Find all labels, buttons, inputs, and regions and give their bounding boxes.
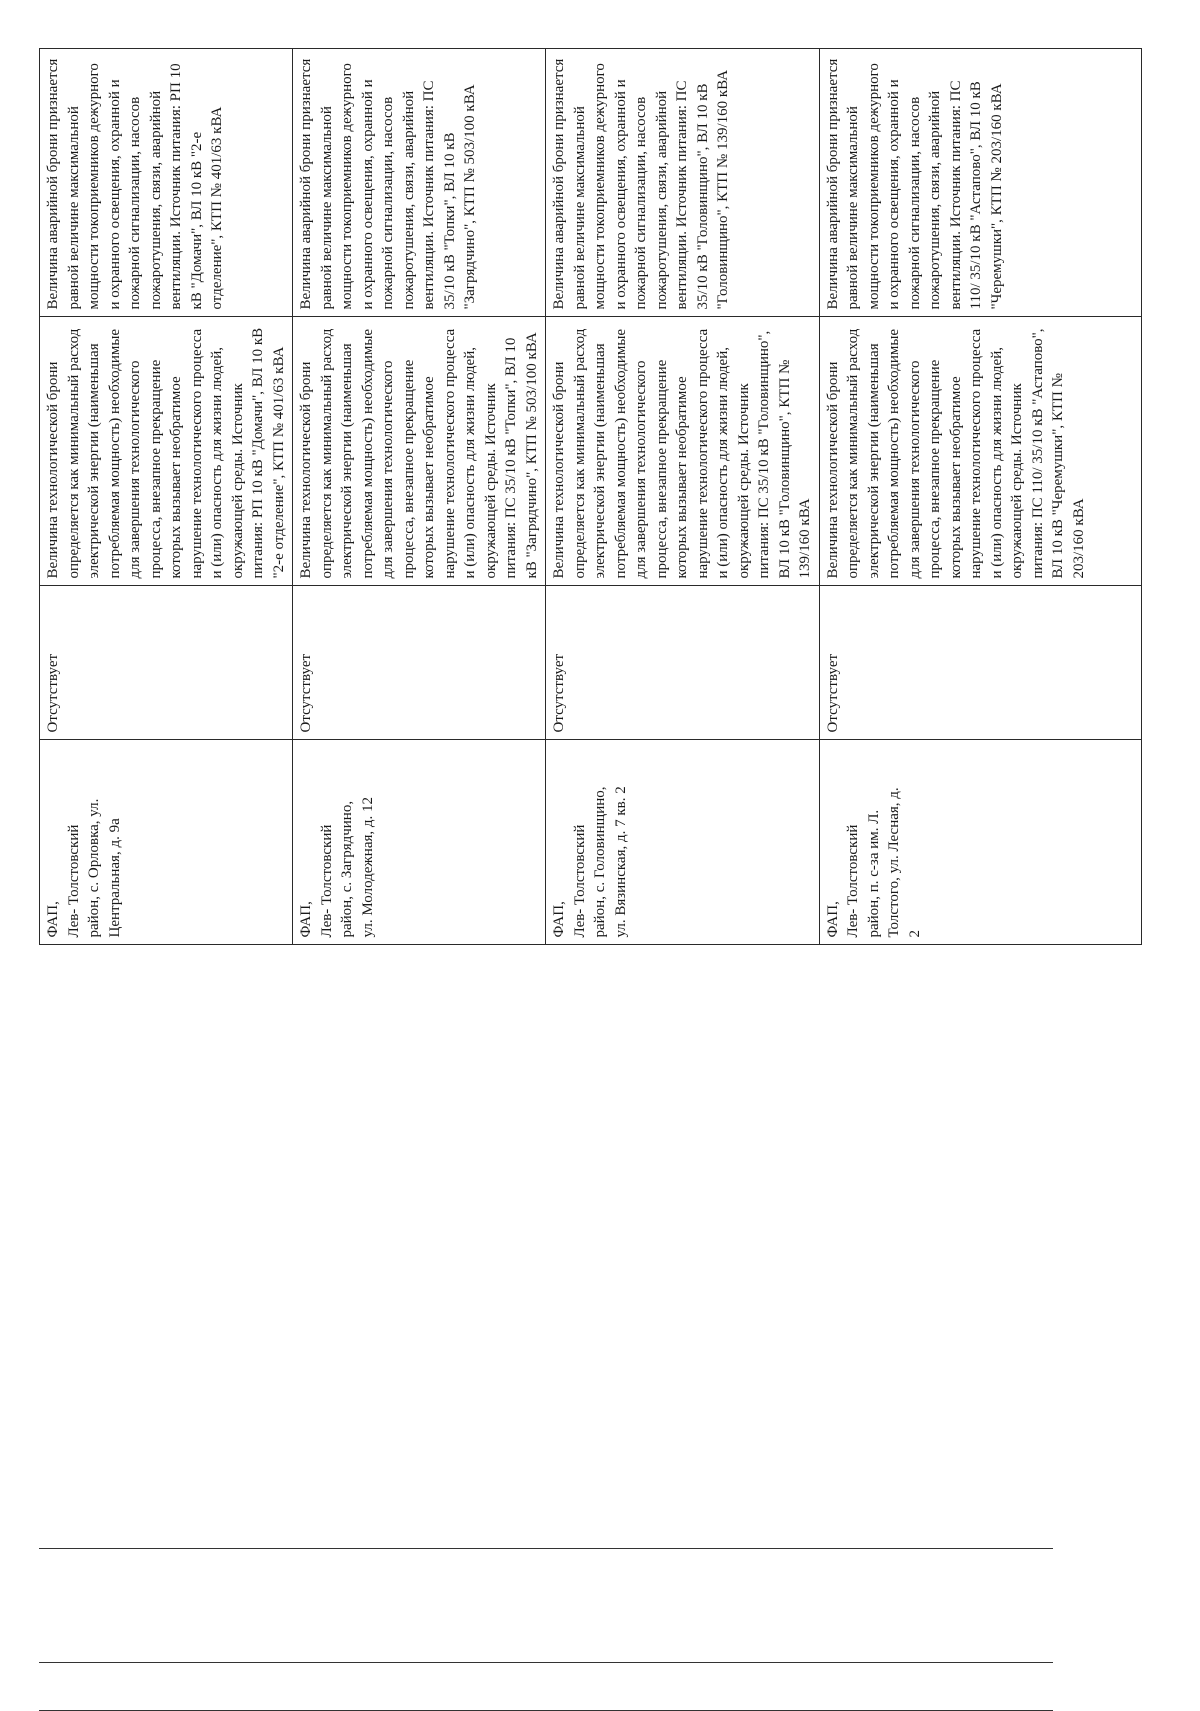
technological-reserve-cell: Величина технологической брони определяется как минимальный расход электрической энергии (наименьшая потребляемая мощность) необходимые для завершения технологического процесса, внезапное прекращение которых вызывает необратимое нарушение технологического процесса и (или) опасность для жизни людей, окружающей среды. Источник питания: ПС 35/10 кВ "Топки", ВЛ 10 кВ "Загрядчино", КТП № 503/100 кВА [293, 317, 546, 586]
line-status-cell: Отсутствует [546, 586, 820, 740]
technological-reserve-cell: Величина технологической брони определяется как минимальный расход электрической энергии (наименьшая потребляемая мощность) необходимые для завершения технологического процесса, внезапное прекращение которых вызывает необратимое нарушение технологического процесса и (или) опасность для жизни людей, окружающей среды. Источник питания: РП 10 кВ "Домачи", ВЛ 10 кВ "2-е отделение", КТП № 401/63 кВА [40, 317, 293, 586]
facility-name-cell: ФАП, Лев- Толстовский район, п. с-за им. Л. Толстого, ул. Лесная, д. 2 [819, 740, 1141, 945]
table-row [293, 49, 546, 1697]
table-row [546, 49, 820, 1697]
emergency-reserve-cell: Величина аварийной брони признается равной величине максимальной мощности токоприемников дежурного и охранного освещения, охранной и пожарной сигнализации, насосов пожаротушения, связи, аварийной вентиляции. Источник питания: ПС 35/10 кВ "Головинщино", ВЛ 10 кВ "Головинщино", КТП № 139/160 кВА [546, 49, 820, 317]
emergency-reserve-cell: Величина аварийной брони признается равной величине максимальной мощности токоприемников дежурного и охранного освещения, охранной и пожарной сигнализации, насосов пожаротушения, связи, аварийной вентиляции. Источник питания: ПС 35/10 кВ "Топки", ВЛ 10 кВ "Загрядчино", КТП № 503/100 кВА [293, 49, 546, 317]
blank-cell [819, 945, 1141, 1697]
facility-name-cell: ФАП, Лев- Толстовский район, с. Орловка, ул. Центральная, д. 9а [40, 740, 293, 945]
blank-cell [40, 945, 293, 1697]
line-status-cell: Отсутствует [40, 586, 293, 740]
facility-name-cell: ФАП, Лев- Толстовский район, с. Головинщино, ул. Вязинская, д. 7 кв. 2 [546, 740, 820, 945]
line-status-cell: Отсутствует [293, 586, 546, 740]
blank-cell [293, 945, 546, 1697]
technological-reserve-cell: Величина технологической брони определяется как минимальный расход электрической энергии (наименьшая потребляемая мощность) необходимые для завершения технологического процесса, внезапное прекращение которых вызывает необратимое нарушение технологического процесса и (или) опасность для жизни людей, окружающей среды. Источник питания: ПС 35/10 кВ "Головинщино", ВЛ 10 кВ "Головинщино", КТП № 139/160 кВА [546, 317, 820, 586]
facility-name-cell: ФАП, Лев- Толстовский район, с. Загрядчино, ул. Молодежная, д. 12 [293, 740, 546, 945]
table-row [40, 49, 293, 1697]
technological-reserve-cell: Величина технологической брони определяется как минимальный расход электрической энергии (наименьшая потребляемая мощность) необходимые для завершения технологического процесса, внезапное прекращение которых вызывает необратимое нарушение технологического процесса и (или) опасность для жизни людей, окружающей среды. Источник питания: ПС 110/ 35/10 кВ "Астапово", ВЛ 10 кВ "Черемушки", КТП № 203/160 кВА [819, 317, 1141, 586]
power-reserve-table [39, 49, 1142, 1698]
emergency-reserve-cell: Величина аварийной брони признается равной величине максимальной мощности токоприемников дежурного и охранного освещения, охранной и пожарной сигнализации, насосов пожаротушения, связи, аварийной вентиляции. Источник питания: РП 10 кВ "Домачи", ВЛ 10 кВ "2-е отделение", КТП № 401/63 кВА [40, 49, 293, 317]
table-row [819, 49, 1141, 1697]
blank-cell [546, 945, 820, 1697]
emergency-reserve-cell: Величина аварийной брони признается равной величине максимальной мощности токоприемников дежурного и охранного освещения, охранной и пожарной сигнализации, насосов пожаротушения, связи, аварийной вентиляции. Источник питания: ПС 110/ 35/10 кВ "Астапово", ВЛ 10 кВ "Черемушки", КТП № 203/160 кВА [819, 49, 1141, 317]
rotated-table-region [39, 49, 1087, 1705]
line-status-cell: Отсутствует [819, 586, 1141, 740]
